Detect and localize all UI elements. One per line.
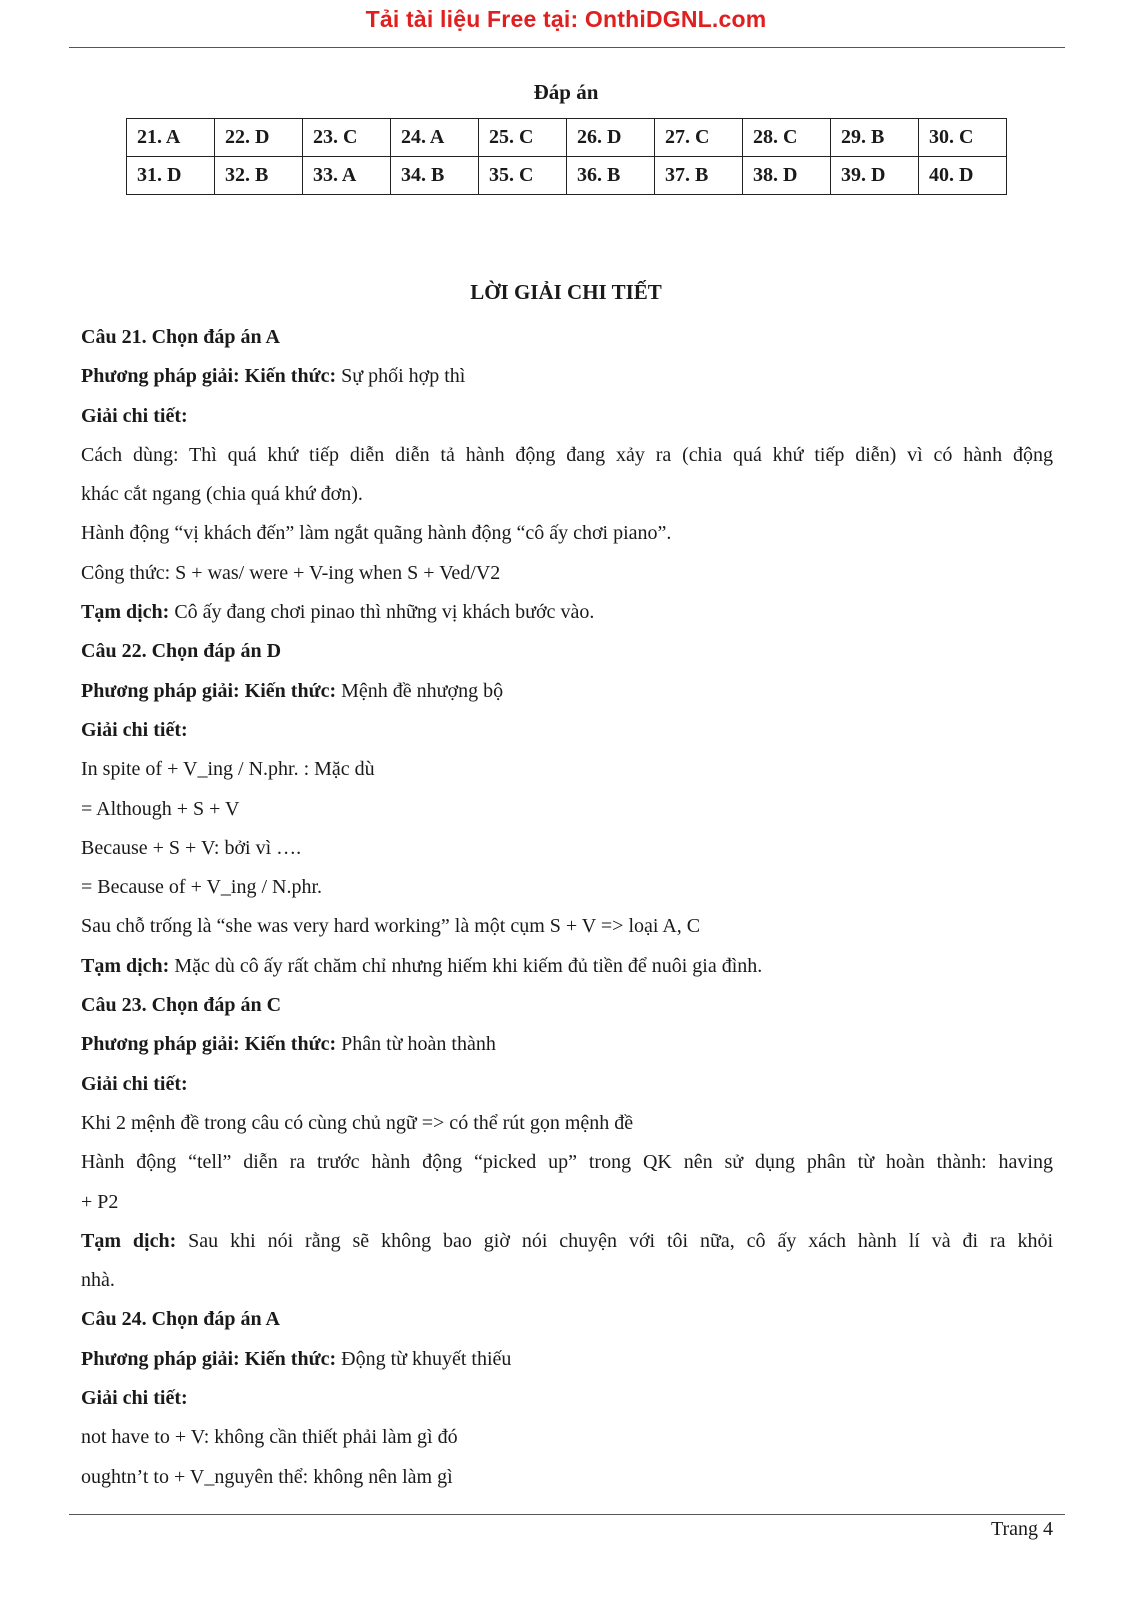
- table-cell: 40. D: [919, 157, 1007, 195]
- translation-label: Tạm dịch:: [81, 601, 170, 624]
- method-text: Động từ khuyết thiếu: [336, 1347, 512, 1370]
- table-cell: 33. A: [303, 157, 391, 195]
- body-text: Khi 2 mệnh đề trong câu có cùng chủ ngữ => có thể rút gọn mệnh đề: [81, 1111, 634, 1134]
- body-text: Hành động “vị khách đến” làm ngắt quãng hành động “cô ấy chơi piano”.: [81, 522, 672, 545]
- method-text: Sự phối hợp thì: [336, 365, 466, 388]
- detail-label: Giải chi tiết:: [81, 1072, 188, 1095]
- translation-label: Tạm dịch:: [81, 1229, 177, 1252]
- table-cell: 22. D: [215, 119, 303, 157]
- body-text: = Although + S + V: [81, 797, 240, 820]
- translation-text: Sau khi nói rằng sẽ không bao giờ nói chuyện với tôi nữa, cô ấy xách hành lí và đi ra khỏi: [176, 1229, 1054, 1252]
- body-text: oughtn’t to + V_nguyên thể: không nên làm gì: [81, 1465, 453, 1488]
- translation-label: Tạm dịch:: [81, 954, 170, 977]
- site-banner: Tải tài liệu Free tại: OnthiDGNL.com: [365, 6, 767, 32]
- body-text: not have to + V: không cần thiết phải làm gì đó: [81, 1426, 458, 1449]
- table-cell: 38. D: [743, 157, 831, 195]
- table-cell: 35. C: [479, 157, 567, 195]
- table-cell: 32. B: [215, 157, 303, 195]
- translation-text: Mặc dù cô ấy rất chăm chỉ nhưng hiếm khi kiếm đủ tiền để nuôi gia đình.: [169, 954, 763, 977]
- table-cell: 24. A: [391, 119, 479, 157]
- answers-title: Đáp án: [533, 80, 599, 104]
- translation-text: nhà.: [81, 1269, 115, 1292]
- page-number: Trang 4: [990, 1518, 1053, 1540]
- footer-rule: [69, 1514, 1065, 1515]
- table-cell: 23. C: [303, 119, 391, 157]
- translation-line: [81, 1222, 1053, 1261]
- detail-label: Giải chi tiết:: [81, 1387, 188, 1410]
- detail-label: Giải chi tiết:: [81, 404, 188, 427]
- table-cell: 37. B: [655, 157, 743, 195]
- answer-key-table: [126, 118, 1007, 195]
- solutions-body: [81, 318, 1053, 1497]
- question-heading: Câu 23. Chọn đáp án C: [81, 994, 282, 1017]
- question-heading: Câu 24. Chọn đáp án A: [81, 1308, 280, 1331]
- body-text: In spite of + V_ing / N.phr. : Mặc dù: [81, 758, 375, 781]
- method-label: Phương pháp giải: Kiến thức:: [81, 1347, 337, 1370]
- table-cell: 27. C: [655, 119, 743, 157]
- table-cell: 39. D: [831, 157, 919, 195]
- detail-label: Giải chi tiết:: [81, 718, 188, 741]
- method-text: Mệnh đề nhượng bộ: [336, 679, 504, 702]
- table-cell: 30. C: [919, 119, 1007, 157]
- formula-text: Công thức: S + was/ were + V-ing when S + Ved/V2: [81, 561, 501, 584]
- body-text: Sau chỗ trống là “she was very hard working” là một cụm S + V => loại A, C: [81, 915, 701, 938]
- table-cell: 29. B: [831, 119, 919, 157]
- method-text: Phân từ hoàn thành: [336, 1033, 496, 1056]
- translation-line: [81, 593, 1053, 632]
- body-text: Hành động “tell” diễn ra trước hành động “picked up” trong QK nên sử dụng phân từ hoàn thành: having: [81, 1151, 1053, 1174]
- table-cell: 21. A: [127, 119, 215, 157]
- table-cell: 28. C: [743, 119, 831, 157]
- body-text: Cách dùng: Thì quá khứ tiếp diễn diễn tả hành động đang xảy ra (chia quá khứ tiếp diễn) vì có hành động: [81, 443, 1053, 466]
- table-cell: 26. D: [567, 119, 655, 157]
- header-rule: [69, 47, 1065, 48]
- method-label: Phương pháp giải: Kiến thức:: [81, 1033, 337, 1056]
- table-cell: 34. B: [391, 157, 479, 195]
- section-title: LỜI GIẢI CHI TIẾT: [470, 280, 662, 304]
- method-label: Phương pháp giải: Kiến thức:: [81, 365, 337, 388]
- translation-text: Cô ấy đang chơi pinao thì những vị khách bước vào.: [169, 601, 595, 624]
- body-text: = Because of + V_ing / N.phr.: [81, 876, 323, 899]
- method-line: [81, 1340, 1053, 1379]
- table-cell: 25. C: [479, 119, 567, 157]
- method-label: Phương pháp giải: Kiến thức:: [81, 679, 337, 702]
- table-cell: 31. D: [127, 157, 215, 195]
- question-heading: Câu 21. Chọn đáp án A: [81, 326, 280, 348]
- method-line: [81, 1025, 1053, 1064]
- question-heading: Câu 22. Chọn đáp án D: [81, 640, 282, 663]
- method-line: [81, 357, 1053, 396]
- table-row: [127, 157, 1007, 195]
- body-text: Because + S + V: bởi vì ….: [81, 836, 302, 859]
- body-text: khác cắt ngang (chia quá khứ đơn).: [81, 483, 363, 506]
- body-text: + P2: [81, 1190, 119, 1213]
- table-cell: 36. B: [567, 157, 655, 195]
- table-row: [127, 119, 1007, 157]
- method-line: [81, 672, 1053, 711]
- translation-line: [81, 947, 1053, 986]
